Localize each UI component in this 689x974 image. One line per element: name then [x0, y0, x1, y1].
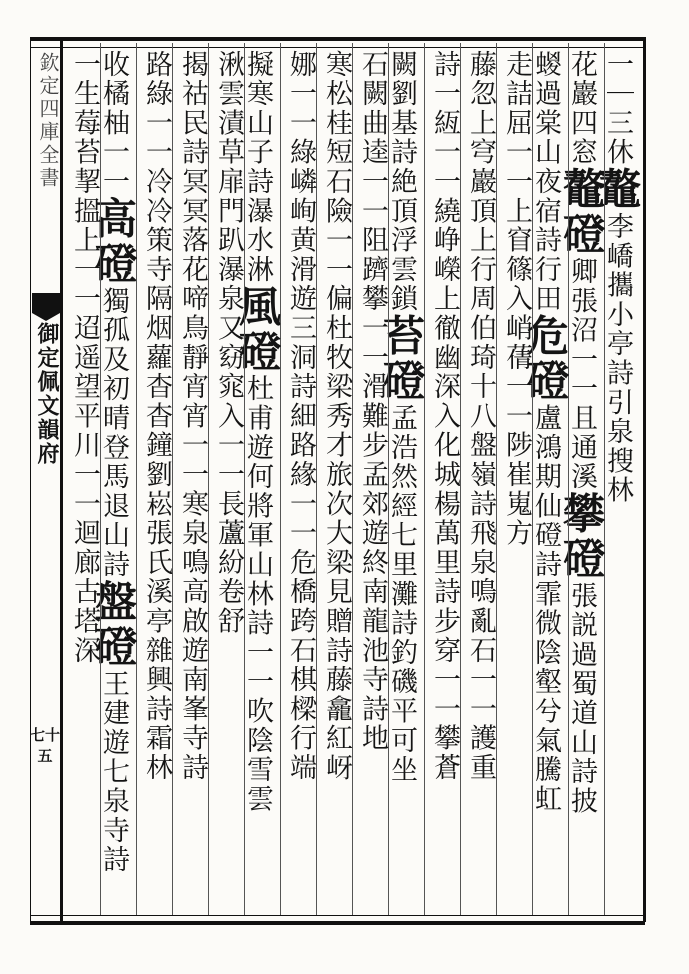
- text-run: 詩一絚一一繞峥嶸上徹幽深入化城楊萬里詩步穿一一攀蒼: [429, 50, 460, 783]
- text-run: 收橘柚一一: [98, 50, 129, 197]
- text-run: 門趴瀑泉又窈窕入一一長蘆紛卷舒: [213, 196, 244, 636]
- text-column: [426, 50, 458, 912]
- column-divider: [460, 43, 461, 915]
- column-divider: [244, 43, 245, 915]
- text-column: [498, 50, 530, 912]
- headword: 高磴: [89, 196, 138, 287]
- column-divider: [280, 43, 281, 915]
- column-divider: [316, 43, 317, 915]
- headword: 盤磴: [89, 579, 138, 670]
- margin-book-title: 御定佩文韻府: [34, 322, 60, 466]
- text-column: [557, 50, 606, 912]
- right-border-rule: [643, 37, 646, 922]
- text-column: [318, 50, 350, 912]
- text-run: 花巖四窓: [566, 50, 597, 168]
- column-divider: [568, 43, 569, 915]
- text-column: [462, 50, 494, 912]
- text-run: 寒松桂短石險一一偏杜牧梁秀才旅次大梁見贈詩藤龕紅岈: [321, 50, 352, 783]
- text-column: [210, 50, 242, 912]
- column-divider: [388, 43, 389, 915]
- text-column: [521, 50, 570, 912]
- headword: 鼇磴: [557, 167, 606, 258]
- column-divider: [496, 43, 497, 915]
- bottom-border-rule: [30, 915, 645, 925]
- headword: 風磴: [233, 284, 282, 375]
- text-run: 娜一一綠嶙峋黄滑遊三洞詩細路緣一一危橋跨石棋樑行端: [285, 50, 316, 783]
- text-run: 搜: [602, 446, 633, 476]
- text-run: 挈搵上一一迢遥望平川: [69, 167, 100, 461]
- text-run: 擬寒山子詩瀑水淋: [242, 50, 273, 285]
- text-column: [89, 50, 138, 912]
- column-divider: [208, 43, 209, 915]
- headword: 鼇: [593, 167, 642, 213]
- text-column: [593, 50, 642, 912]
- text-run: 一一迴廊古塔深: [69, 460, 100, 666]
- text-run: 闕劉基詩絶頂浮雲鎖: [386, 50, 417, 314]
- text-run: 一一滑難步孟郊遊終南龍池寺詩地: [357, 313, 388, 754]
- text-run: 卿張沼一一且通溪: [566, 257, 597, 492]
- text-run: 一生莓苔: [69, 50, 100, 168]
- text-run: 揭祜民詩冥冥落花啼鳥靜宵宵一一寒泉鳴高啟遊南峯寺詩: [177, 50, 208, 783]
- headword: 危磴: [521, 313, 570, 404]
- text-run: 湫雲漬草扉: [213, 50, 244, 197]
- folio-number: 七十五: [30, 726, 61, 765]
- left-border-rule: [30, 37, 31, 922]
- headword: 攀磴: [557, 491, 606, 582]
- column-divider: [532, 43, 533, 915]
- text-column: [138, 50, 170, 912]
- text-run: 入峭蒨一一陟崔嵬方: [501, 284, 532, 549]
- text-column: [282, 50, 314, 912]
- text-run: 孟浩然經七里灘詩釣磯平可坐: [386, 403, 417, 785]
- text-run: 杜甫遊何將軍山林詩一一吹陰雪雲: [242, 374, 273, 814]
- text-column: [174, 50, 206, 912]
- column-divider: [100, 43, 101, 915]
- text-run: 獨孤及初晴登馬退山詩: [98, 286, 129, 580]
- text-run: 盧鴻期仙磴詩霏微陰壑兮氣騰虹: [530, 403, 561, 814]
- text-run: 蝬過棠山夜宿詩行田: [530, 50, 561, 314]
- text-run: 一｜三休: [602, 50, 633, 168]
- text-column: [66, 50, 98, 912]
- text-run: 李嶠攜小亭詩引泉: [602, 212, 633, 447]
- text-run: 路綠一一冷冷策寺隔烟蘿杳杳鐘劉崧張氏溪亭雜興詩霜林: [141, 50, 172, 783]
- column-divider: [136, 43, 137, 915]
- column-divider: [352, 43, 353, 915]
- margin-header-text: 欽定四庫全書: [36, 52, 60, 190]
- text-run: 走詰屈一一上窅篠: [501, 50, 532, 285]
- column-divider: [424, 43, 425, 915]
- headword: 苔磴: [377, 313, 426, 404]
- text-run: 石闕曲逵一一阻躋攀: [357, 50, 388, 314]
- text-run: 王建遊七泉寺詩: [98, 669, 129, 875]
- top-border-rule: [30, 37, 645, 48]
- text-run: 藤忽上穹巖頂上行周伯琦十八盤嶺詩飛泉鳴亂石一一護重: [465, 50, 496, 783]
- column-divider: [172, 43, 173, 915]
- fishtail-mark-icon: [32, 293, 60, 313]
- text-column: [233, 50, 282, 912]
- text-column: [377, 50, 426, 912]
- text-run: 張説過蜀道山詩披: [566, 581, 597, 817]
- text-column: [354, 50, 386, 912]
- margin-separator-rule: [60, 37, 63, 922]
- text-run: 林: [602, 475, 633, 506]
